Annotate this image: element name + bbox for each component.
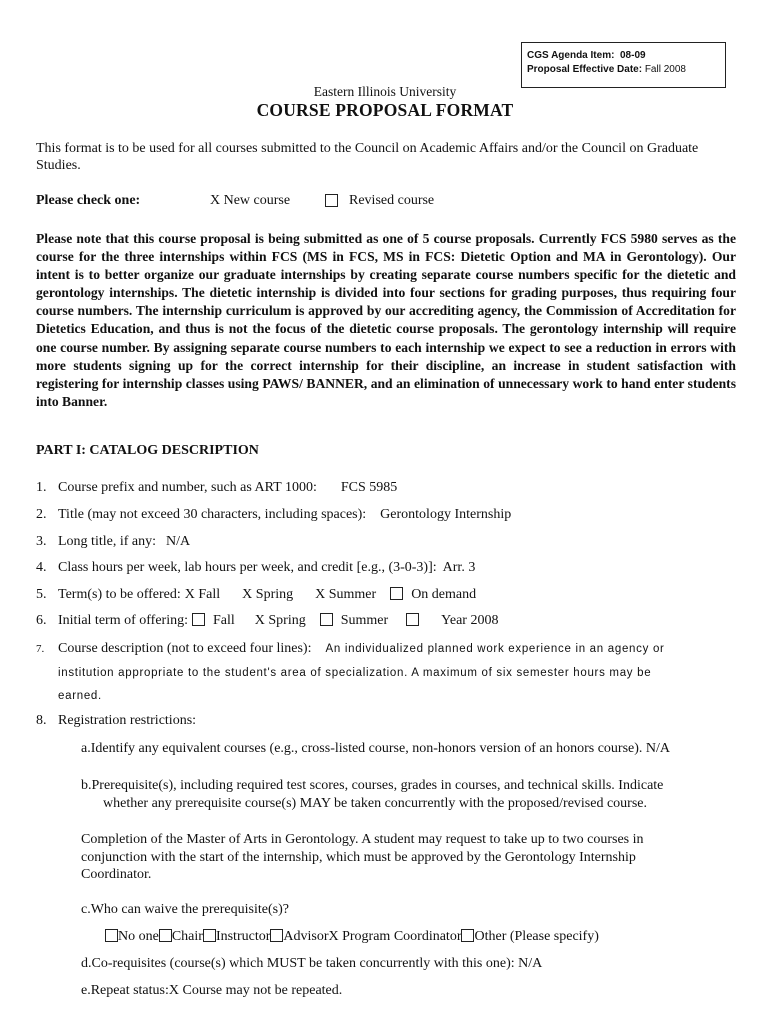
class-hours-value: Arr. 3 [442,560,476,575]
proposal-note: Please note that this course proposal is being submitted as one of 5 course proposals. Currently FCS 5980 serves as the course for the three internships within FCS (MS in FCS, MS in FCS: Dietetic Option and MA in Gerontology). Our intent is to better organize our graduate internships by creating separate course numbers specific for the dietetic and gerontology internships. The dietetic internship is divided into four sections for grading purposes, thus requiring four course numbers. The internship curriculum is approved by our accrediting agency, the Commission of Accreditation for Dietetics Education, and thus is not the focus of the dietetic course proposals. The gerontology internship will require one course number. By assigning separate course numbers to each internship we expect to see a reduction in errors with more students signing up for the correct internship for their discipline, an increase in student satisfaction with registering for internship classes using PAWS/ BANNER, and an elimination of unnecessary work to hand enter students into Banner. [36,231,736,409]
initial-summer-checkbox[interactable] [320,613,333,626]
restriction-a: a.Identify any equivalent courses (e.g., cross-listed course, non-honors version of an honors course). N/A [81,741,671,756]
restriction-e: e.Repeat status:X Course may not be repeated. [81,983,343,998]
initial-fall-checkbox[interactable] [192,613,205,626]
course-description-line1: An individualized planned work experience in an agency or [325,643,665,655]
title-value: Gerontology Internship [380,507,512,522]
waive-chair-checkbox[interactable] [159,929,172,942]
waive-no-one-checkbox[interactable] [105,929,118,942]
new-course-option[interactable]: X New course [210,193,291,208]
university-name: Eastern Illinois University [313,84,457,99]
initial-fall: Fall [212,613,235,628]
restriction-d: d.Co-requisites (course(s) which MUST be taken concurrently with this one): N/A [81,956,543,971]
term-spring[interactable]: X Spring [242,587,294,602]
item-registration-restrictions: 8. Registration restrictions: [36,713,197,728]
part1-heading: PART I: CATALOG DESCRIPTION [36,443,259,458]
effective-date-value: Fall 2008 [644,64,686,75]
repeat-status-value[interactable]: X Course may not be repeated. [168,983,343,998]
waive-program-coordinator[interactable]: X Program Coordinator [328,929,462,944]
agenda-item-value: 08-09 [619,50,646,61]
term-fall[interactable]: X Fall [184,587,221,602]
initial-year: Year 2008 [441,613,499,628]
waive-advisor-checkbox[interactable] [270,929,283,942]
item-initial-term: 6. Initial term of offering: Fall X Spring Summer Year 2008 [36,613,499,628]
initial-spring[interactable]: X Spring [254,613,306,628]
initial-year-checkbox[interactable] [406,613,419,626]
item-long-title: 3. Long title, if any: N/A [36,534,191,549]
course-description-line3: earned. [58,690,102,702]
waive-options: No one Chair Instructor AdvisorX Program Coordinator Other (Please specify) [105,929,599,945]
waive-instructor-checkbox[interactable] [203,929,216,942]
term-on-demand: On demand [411,587,477,602]
course-prefix-value: FCS 5985 [340,480,398,495]
long-title-value: N/A [165,534,191,549]
course-description-line2: institution appropriate to the student's area of specialization. A maximum of six semester hours may be [58,667,652,679]
check-one-label: Please check one: [36,193,141,208]
agenda-item-label: CGS Agenda Item: [527,50,615,61]
agenda-box [521,42,726,88]
prerequisite-text: Completion of the Master of Arts in Gerontology. A student may request to take up to two courses in conjunction with the start of the internship, which must be approved by the Gerontology Internship Coordinator. [81,832,644,882]
on-demand-checkbox[interactable] [390,587,403,600]
effective-date-label: Proposal Effective Date: [527,64,643,75]
restriction-c: c.Who can waive the prerequisite(s)? [81,902,289,917]
initial-summer: Summer [340,613,389,628]
item-course-prefix: 1. Course prefix and number, such as ART 1000: FCS 5985 [36,480,398,495]
revised-course-checkbox[interactable] [325,194,338,207]
waive-other-checkbox[interactable] [461,929,474,942]
item-class-hours: 4. Class hours per week, lab hours per week, and credit [e.g., (3-0-3)]: Arr. 3 [36,560,476,575]
restriction-b: b.Prerequisite(s), including required test scores, courses, grades in courses, and technical skills. Indicate whether any prerequisite course(s) MAY be taken concurrently with the proposed/revised course. [81,778,664,811]
page-title: COURSE PROPOSAL FORMAT [256,100,514,120]
intro-text: This format is to be used for all courses submitted to the Council on Academic Affairs and/or the Council on Graduate Studies. [36,141,699,173]
item-title: 2. Title (may not exceed 30 characters, including spaces): Gerontology Internship [36,507,512,522]
term-summer[interactable]: X Summer [315,587,377,602]
item-terms-offered: 5. Term(s) to be offered: X Fall X Spring X Summer On demand [36,587,477,602]
revised-course-label: Revised course [349,193,435,208]
item-course-description: 7. Course description (not to exceed four lines): An individualized planned work experience in an agency or [36,641,665,656]
